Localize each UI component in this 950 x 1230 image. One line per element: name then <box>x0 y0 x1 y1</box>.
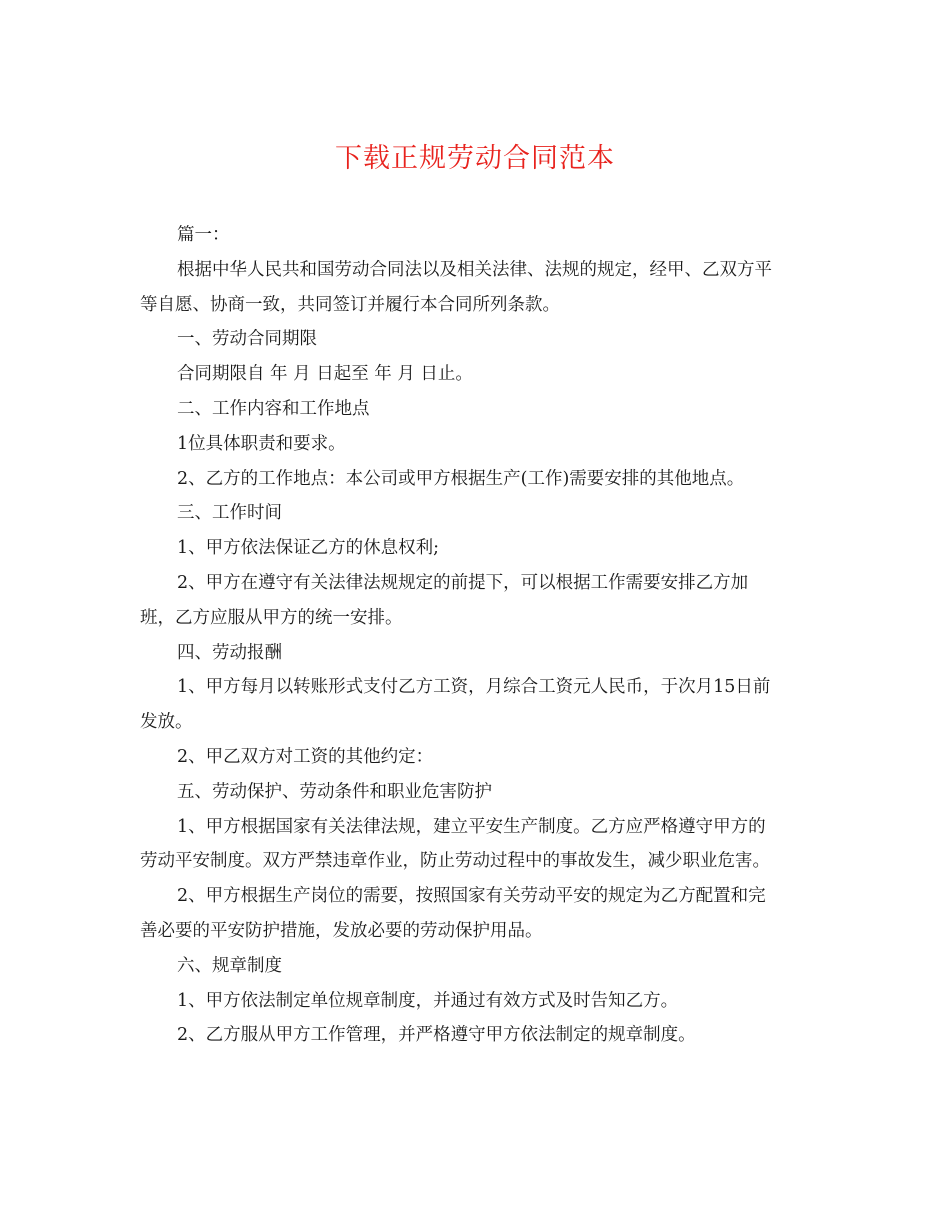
section-heading <box>140 322 816 357</box>
paragraph-line: 2、甲乙双方对工资的其他约定： <box>177 746 434 767</box>
paragraph <box>140 1018 816 1053</box>
paragraph-line: 1、甲方根据国家有关法律法规，建立平安生产制度。乙方应严格遵守甲方的 <box>177 816 766 837</box>
document-body <box>140 218 816 1053</box>
paragraph-line: 2、乙方服从甲方工作管理，并严格遵守甲方依法制定的规章制度。 <box>177 1025 696 1046</box>
paragraph <box>140 740 816 775</box>
section-heading-text: 四、劳动报酬 <box>177 642 282 663</box>
paragraph-line: 发放。 <box>140 712 193 733</box>
section-heading-text: 六、规章制度 <box>177 955 282 976</box>
paragraph <box>140 462 816 497</box>
paragraph <box>140 810 816 880</box>
paragraph-line: 2、甲方在遵守有关法律法规规定的前提下，可以根据工作需要安排乙方加 <box>177 572 749 593</box>
paragraph <box>140 253 816 323</box>
paragraph <box>140 566 816 636</box>
paragraph-line: 班，乙方应服从甲方的统一安排。 <box>140 607 403 628</box>
paragraph-line: 善必要的平安防护措施，发放必要的劳动保护用品。 <box>140 920 543 941</box>
section-heading-text: 五、劳动保护、劳动条件和职业危害防护 <box>177 781 492 802</box>
section-heading <box>140 775 816 810</box>
section-heading <box>140 636 816 671</box>
section-heading-text: 一、劳动合同期限 <box>177 329 317 350</box>
paragraph-line: 劳动平安制度。双方严禁违章作业，防止劳动过程中的事故发生，减少职业危害。 <box>140 851 770 872</box>
section-heading <box>140 496 816 531</box>
paragraph-line: 根据中华人民共和国劳动合同法以及相关法律、法规的规定，经甲、乙双方平 <box>177 259 772 280</box>
paragraph-line: 2、乙方的工作地点：本公司或甲方根据生产(工作)需要安排的其他地点。 <box>177 468 745 489</box>
paragraph <box>140 427 816 462</box>
paragraph <box>140 670 816 740</box>
section-heading-text: 三、工作时间 <box>177 503 282 524</box>
paragraph <box>140 984 816 1019</box>
paragraph <box>140 218 816 253</box>
paragraph-line: 2、甲方根据生产岗位的需要，按照国家有关劳动平安的规定为乙方配置和完 <box>177 886 766 907</box>
paragraph <box>140 357 816 392</box>
section-heading <box>140 392 816 427</box>
paragraph-line: 篇一： <box>177 225 230 245</box>
section-heading <box>140 949 816 984</box>
paragraph-line: 合同期限自 年 月 日起至 年 月 日止。 <box>177 364 473 385</box>
paragraph <box>140 531 816 566</box>
paragraph-line: 1、甲方依法保证乙方的休息权利; <box>177 538 440 559</box>
paragraph-line: 等自愿、协商一致，共同签订并履行本合同所列条款。 <box>140 294 560 315</box>
paragraph <box>140 879 816 949</box>
section-heading-text: 二、工作内容和工作地点 <box>177 398 370 419</box>
paragraph-line: 1、甲方每月以转账形式支付乙方工资，月综合工资元人民币，于次月15日前 <box>177 677 771 698</box>
paragraph-line: 1、甲方依法制定单位规章制度，并通过有效方式及时告知乙方。 <box>177 990 679 1011</box>
paragraph-line: 1位具体职责和要求。 <box>177 433 346 454</box>
document-title: 下载正规劳动合同范本 <box>335 143 615 174</box>
